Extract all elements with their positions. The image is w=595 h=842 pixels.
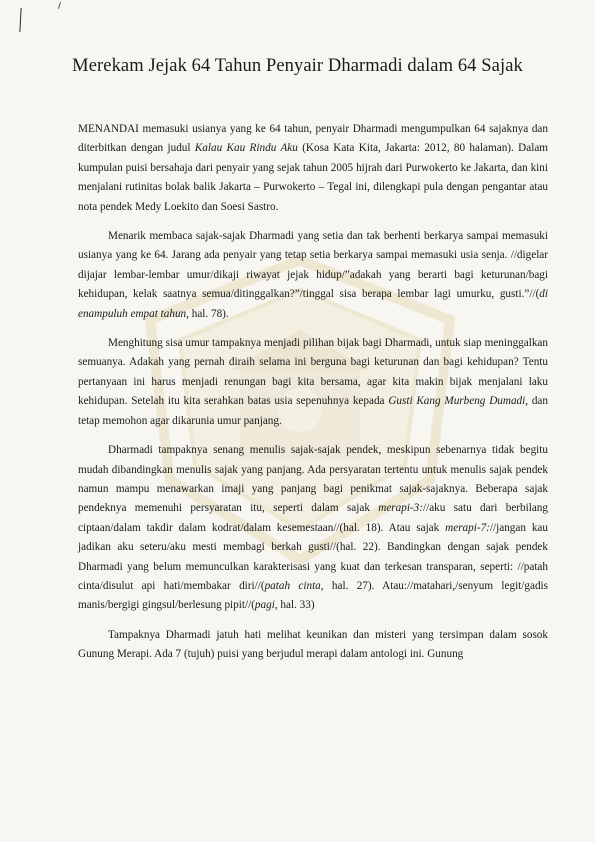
text-run: Menarik membaca sajak-sajak Dharmadi yang setia dan tak berhenti berkarya sampai memasuki usianya yang ke 64. Jarang ada penyair yang tetap setia berkarya sampai memasuki usia senja. //digelar dijajar lembar-lembar umur/dikaji riwayat jejak hidup/”adakah yang berarti bagi keturunan/bagi kehidupan, kelak saatnya semua/ditinggalkan?”/tinggal sisa berapa lembar lagi umurku, gusti.”//( [78, 230, 548, 301]
document-title: Merekam Jejak 64 Tahun Penyair Dharmadi dalam 64 Sajak [72, 56, 523, 76]
italic-text: pagi [254, 599, 275, 612]
italic-text: merapi-7: [445, 521, 490, 534]
italic-text: di enampuluh empat tahun [78, 288, 548, 320]
text-run: , dan tetap memohon agar dikarunia umur panjang. [78, 395, 548, 427]
text-run: , hal. 78). [186, 307, 229, 320]
italic-text: Kalau Kau Rindu Aku [194, 142, 298, 155]
text-run: (Kosa Kata Kita, Jakarta: 2012, 80 halaman). Dalam kumpulan puisi bersahaja dari penyair yang sejak tahun 2005 hijrah dari Purwokerto ke Jakarta, dan kini menjalani rutinitas bolak balik Jakarta – Purwokerto – Tegal ini, dilengkapi pula dengan pengantar atau nota pendek Medy Loekito dan Soesi Sastro. [78, 142, 548, 213]
text-run: //aku satu dari berbilang ciptaan/dalam takdir dalam kodrat/dalam kesemestaan//(hal. 18). Atau sajak [78, 502, 548, 534]
body-paragraph [78, 120, 548, 217]
body-paragraph [78, 334, 548, 431]
italic-text: patah cinta [264, 579, 321, 592]
text-run: //jangan kau jadikan aku seteru/aku mesti membagi berkah gusti//(hal. 22). Bandingkan dengan sajak pendek Dharmadi yang belum memunculkan karakterisasi yang kuat dan terkesan transparan, seperti: //patah cinta/disulut api hati/membakar diri//( [78, 521, 548, 592]
italic-text: merapi-3: [378, 502, 423, 515]
text-run: , hal. 27). Atau://matahari,/senyum legit/gadis manis/bergigi gingsul/berlesung pipit//( [78, 579, 549, 612]
text-run: Dharmadi tampaknya senang menulis sajak-sajak pendek, meskipun sebenarnya tidak begitu mudah dibandingkan menulis sajak yang panjang. Ada persyaratan tertentu untuk menulis sajak pendek namun mampu menawarkan imaji yang panjang bagi penikmat sajak-sajaknya. Beberapa sajak pendeknya memenuhi persyaratan itu, seperti dalam sajak [78, 444, 548, 515]
body-paragraph [78, 626, 548, 665]
body-paragraph [78, 441, 548, 616]
text-run: , hal. 33) [274, 599, 315, 612]
body-paragraph [78, 227, 548, 324]
ink-mark [58, 2, 61, 9]
ink-mark [19, 8, 21, 32]
document-body [78, 120, 548, 665]
text-run: MENANDAI memasuki usianya yang ke 64 tahun, penyair Dharmadi mengumpulkan 64 sajaknya dan diterbitkan dengan judul [78, 123, 548, 155]
text-run: Tampaknya Dharmadi jatuh hati melihat keunikan dan misteri yang tersimpan dalam sosok Gunung Merapi. Ada 7 (tujuh) puisi yang berjudul merapi dalam antologi ini. Gunung [78, 628, 548, 661]
italic-text: Gusti Kang Murbeng Dumadi [388, 395, 526, 408]
text-run: Menghitung sisa umur tampaknya menjadi pilihan bijak bagi Dharmadi, untuk siap meninggalkan semuanya. Adakah yang pernah diraih selama ini berguna bagi keturunan dan bagi kehidupan? Tentu pertanyaan ini harus menjadi renungan bagi kita bersama, agar kita makin bijak menjalani laku kehidupan. Setelah itu kita serahkan batas usia sepenuhnya kepada [78, 337, 548, 408]
